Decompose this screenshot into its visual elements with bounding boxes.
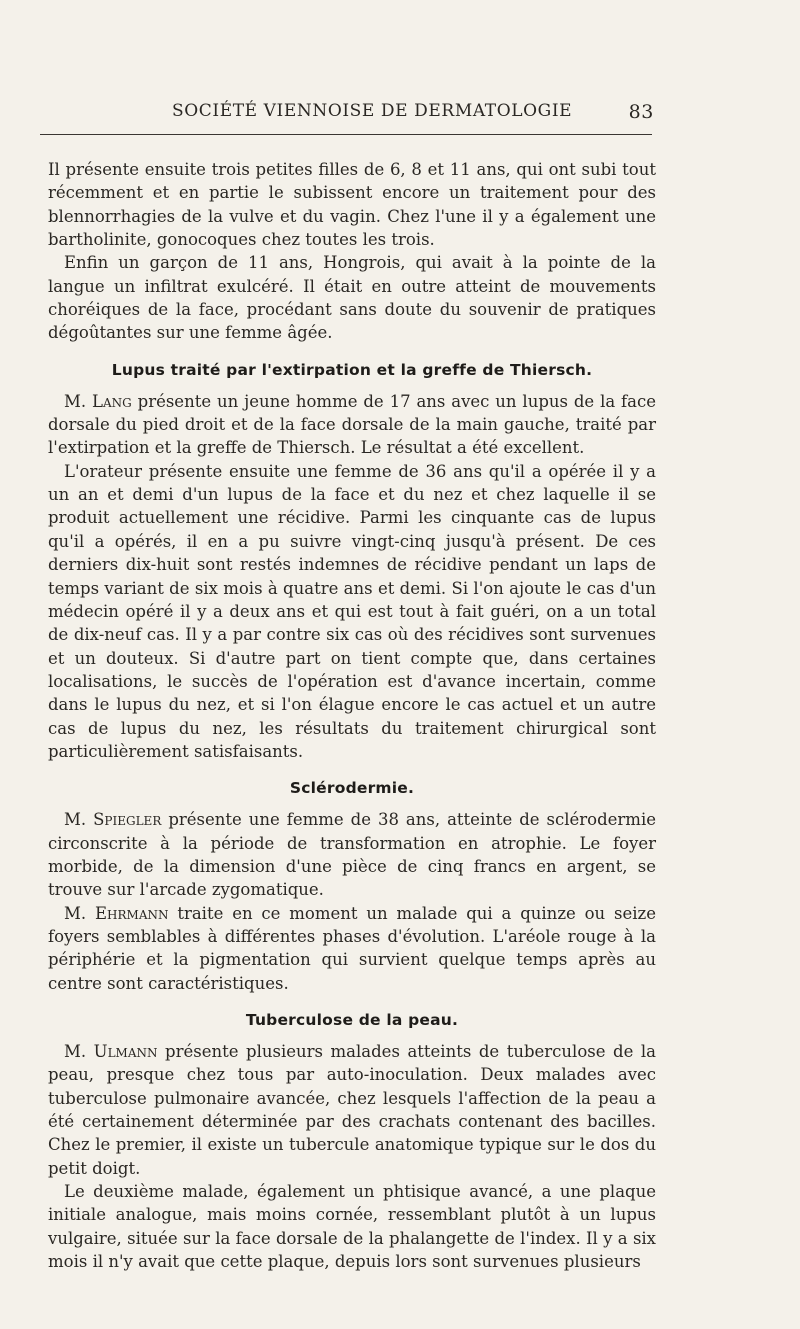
paragraph — [48, 808, 656, 901]
section-heading: Tuberculose de la peau. — [245, 1011, 459, 1029]
section-heading: Sclérodermie. — [289, 779, 415, 798]
paragraph: Le deuxième malade, également un phtisique avancé, a une plaque initiale analogue, mais moins cornée, ressemblant plutôt à un lupus vulgaire, située sur la face dorsale de la phalangette de l'index. Il y a six mois il n'y avait que cette plaque, depuis lors sont survenues plusieurs — [48, 1182, 656, 1272]
honorific: M. — [64, 903, 95, 923]
paragraph-text: présente un jeune homme de 17 ans avec un lupus de la face dorsale du pied droit et de la face dorsale de la main gauche, traité par l'extirpation et la greffe de Thiersch. Le résultat a été excellent. — [48, 391, 657, 458]
author-name: Spiegler — [93, 810, 162, 830]
paragraph — [48, 1040, 656, 1180]
paragraph: Enfin un garçon de 11 ans, Hongrois, qui avait à la pointe de la langue un infiltrat exulcéré. Il était en outre atteint de mouvements choréiques de la face, procédant sans doute du souvenir de pratiques dégoûtantes sur une femme âgée. — [48, 253, 656, 343]
honorific: M. — [64, 1042, 94, 1061]
paragraph-text: présente plusieurs malades atteints de tuberculose de la peau, presque chez tous par auto-inoculation. Deux malades avec tuberculose pulmonaire avancée, chez lesquels l'affection de la peau a été certainement déterminée par des crachats contenant des bacilles. Chez le premier, il existe un tubercule anatomique typique sur le dos du petit doigt. — [48, 1042, 656, 1178]
honorific: M. — [64, 810, 94, 830]
book-page — [48, 0, 656, 1329]
running-header — [48, 101, 656, 125]
section-heading: Lupus traité par l'extirpation et la greffe de Thiersch. — [111, 360, 593, 379]
paragraph: Il présente ensuite trois petites filles de 6, 8 et 11 ans, qui ont subi tout récemment et en partie le subissent encore un traitement pour des blennorrhagies de la vulve et du vagin. Chez l'une il y a également une bartholinite, gonocoques chez toutes les trois. — [48, 160, 656, 250]
author-name: Ulmann — [93, 1042, 158, 1061]
author-name: Ehrmann — [94, 903, 169, 923]
paragraph-text: traite en ce moment un malade qui a quinze ou seize foyers semblables à différentes phases d'évolution. L'aréole rouge à la périphérie et la pigmentation qui survient quelque temps après au centre sont caractéristiques. — [48, 903, 656, 993]
header-rule — [40, 134, 652, 135]
paragraph — [48, 902, 656, 995]
paragraph — [48, 390, 656, 460]
author-name: Lang — [92, 391, 132, 411]
paragraph-text: présente une femme de 38 ans, atteinte de sclérodermie circonscrite à la période de transformation en atrophie. Le foyer morbide, de la dimension d'une pièce de cinq francs en argent, se trouve sur l'arcade zygomatique. — [48, 810, 656, 900]
paragraph: L'orateur présente ensuite une femme de 36 ans qu'il a opérée il y a un an et demi d'un lupus de la face et du nez et chez laquelle il se produit actuellement une récidive. Parmi les cinquante cas de lupus qu'il a opérés, il en a pu suivre vingt-cinq jusqu'à présent. De ces derniers dix-huit sont restés indemnes de récidive pendant un laps de temps variant de six mois à quatre ans et demi. Si l'on ajoute le cas d'un médecin opéré il y a deux ans et qui est tout à fait guéri, on a un total de dix-neuf cas. Il y a par contre six cas où des récidives sont survenues et un douteux. Si d'autre part on tient compte que, dans certaines localisations, le succès de l'opération est d'avance incertain, comme dans le lupus du nez, et si l'on élague encore le cas actuel et un autre cas de lupus du nez, les résultats du traitement chirurgical sont particulièrement satisfaisants. — [48, 461, 656, 761]
honorific: M. — [64, 391, 93, 411]
running-title: SOCIÉTÉ VIENNOISE DE DERMATOLOGIE — [172, 101, 573, 121]
page-number: 83 — [628, 101, 654, 123]
body-text — [48, 158, 656, 1273]
